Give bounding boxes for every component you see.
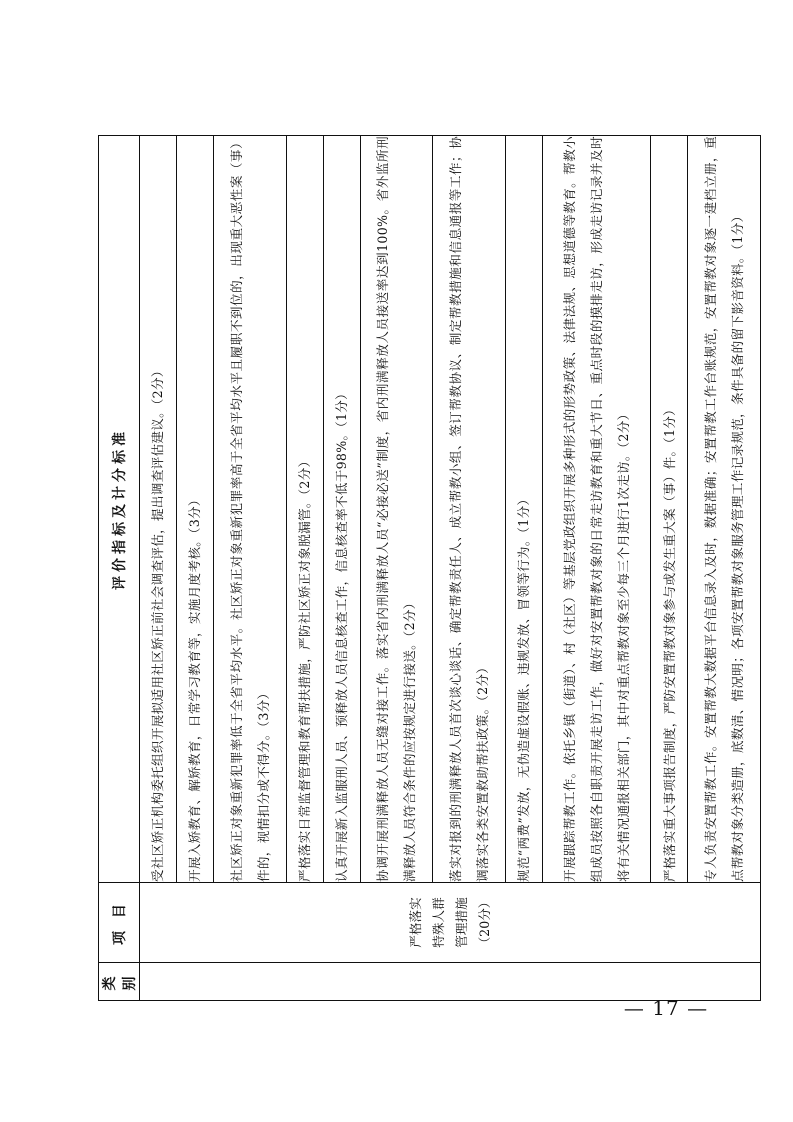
project-name-line: 特殊人群 bbox=[431, 897, 446, 948]
table-row bbox=[651, 136, 688, 1001]
page-number: — 17 — bbox=[623, 996, 709, 1020]
criteria-cell: 社区矫正对象重新犯罪率低于全省平均水平。社区矫正对象重新犯罪率高于全省平均水平且履职不到位的，出现重大恶性案（事）件的，视情扣分或不得分。（3分） bbox=[213, 136, 286, 883]
table-row bbox=[140, 136, 177, 1001]
table-row bbox=[176, 136, 213, 1001]
table-row bbox=[360, 136, 433, 1001]
criteria-cell: 受社区矫正机构委托组织开展拟适用社区矫正前社会调查评估，提出调查评估建议。（2分） bbox=[140, 136, 177, 883]
criteria-cell: 专人负责安置帮教工作。安置帮教大数据平台信息录入及时，数据准确；安置帮教工作台账规范，安置帮教对象逐一建档立册，重点帮教对象分类造册，底数清、情况明；各项安置帮教对象服务管理工作记录规范，条件具备的留下影音资料。（1分） bbox=[688, 136, 761, 883]
table-row bbox=[213, 136, 286, 1001]
category-cell bbox=[140, 963, 761, 1001]
criteria-cell: 协调开展刑满释放人员无缝对接工作。落实省内刑满释放人员“必接必送”制度，省内刑满释放人员接送率达到100%。省外监所刑满释放人员符合条件的应按规定进行接送。（2分） bbox=[360, 136, 433, 883]
table-row bbox=[688, 136, 761, 1001]
rotated-table-container bbox=[98, 136, 761, 1001]
criteria-cell: 落实对报到的刑满释放人员首次谈心谈话、确定帮教责任人、成立帮教小组、签订帮教协议、制定帮教措施和信息通报等工作；协调落实各类安置救助帮扶政策。（2分） bbox=[433, 136, 506, 883]
table-row bbox=[433, 136, 506, 1001]
project-cell bbox=[140, 883, 761, 963]
evaluation-table bbox=[98, 135, 761, 1001]
project-name-line: 严格落实 bbox=[408, 897, 423, 948]
project-name-line: 管理措施 bbox=[454, 897, 469, 948]
criteria-cell: 开展跟踪帮教工作。依托乡镇（街道）、村（社区）等基层党政组织开展多种形式的形势政策、法律法规、思想道德等教育。帮教小组成员按照各自职责开展走访工作，做好对安置帮教对象的日常走访教育和重大节日、重点时段的摸排走访，形成走访记录并及时将有关情况通报相关部门，其中对重点帮教对象至少每三个月进行1次走访。（2分） bbox=[542, 136, 650, 883]
header-category: 类 别 bbox=[99, 963, 140, 1001]
table-row bbox=[323, 136, 360, 1001]
criteria-cell: 开展入矫教育、解矫教育，日常学习教育等，实施月度考核。（3分） bbox=[176, 136, 213, 883]
criteria-cell: 严格落实重大事项报告制度，严防安置帮教对象参与或发生重大案（事）件。（1分） bbox=[651, 136, 688, 883]
criteria-cell: 严格落实日常监督管理和教育帮扶措施，严防社区矫正对象脱漏管。（2分） bbox=[286, 136, 323, 883]
table-header-row bbox=[99, 136, 140, 1001]
criteria-cell: 规范“两费”发放，无伪造虚设假账、违规发放、冒领等行为。（1分） bbox=[505, 136, 542, 883]
project-score: （20分） bbox=[477, 895, 492, 950]
header-criteria: 评价指标及计分标准 bbox=[99, 136, 140, 883]
table-row bbox=[542, 136, 650, 1001]
table-row bbox=[505, 136, 542, 1001]
table-row bbox=[286, 136, 323, 1001]
criteria-cell: 认真开展新入监服刑人员、预释放人员信息核查工作，信息核查率不低于98%。（1分） bbox=[323, 136, 360, 883]
header-item: 项 目 bbox=[99, 883, 140, 963]
